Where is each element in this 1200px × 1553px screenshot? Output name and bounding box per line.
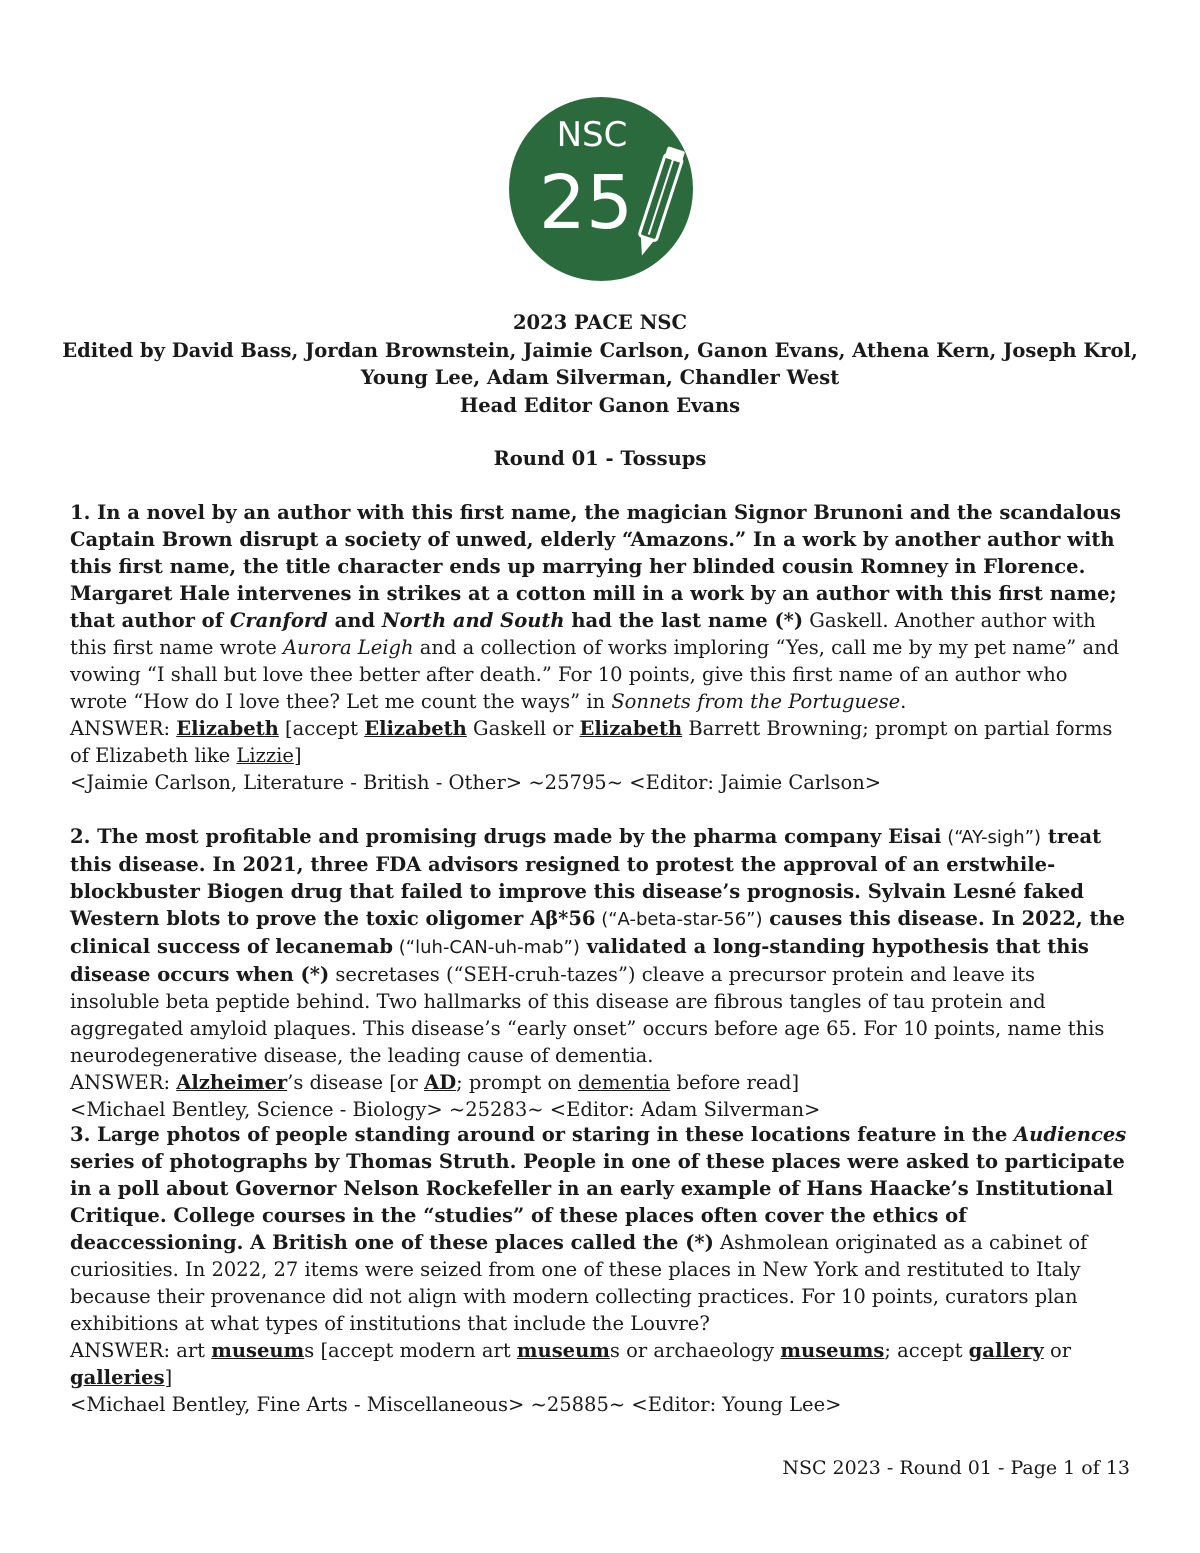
tournament-title: 2023 PACE NSC <box>512 311 688 334</box>
editors-line-1: Edited by David Bass, Jordan Brownstein, Jaimie Carlson, Ganon Evans, Athena Kern, Joseph Krol, <box>62 338 1138 362</box>
tossup-2-answer: ANSWER: Alzheimer’s disease [or AD; prompt on dementia before read] <box>70 1071 800 1094</box>
tossup-2-meta: <Michael Bentley, Science - Biology> ~25283~ <Editor: Adam Silverman> <box>70 1098 821 1121</box>
tossup-2 <box>70 823 1130 1123</box>
head-editor: Head Editor Ganon Evans <box>459 393 741 417</box>
logo-nsc-text: NSC <box>556 115 628 155</box>
document-header <box>60 309 1140 419</box>
round-title: Round 01 - Tossups <box>493 447 707 470</box>
tossup-3-answer: ANSWER: art museums [accept modern art museums or archaeology museums; accept gallery or galleries] <box>70 1339 1072 1389</box>
tossup-1 <box>70 499 1130 796</box>
nsc-25-logo <box>508 96 694 282</box>
tossup-3-text: 3. Large photos of people standing around or staring in these locations feature in the Audiences series of photographs by Thomas Struth. People in one of these places were asked to participate in a poll about Governor Nelson Rockefeller in an early example of Hans Haacke’s Institutional Critique. College courses in the “studies” of these places often cover the ethics of deaccessioning. A British one of these places called the (*) Ashmolean originated as a cabinet of curiosities. In 2022, 27 items were seized from one of these places in New York and restituted to Italy because their provenance did not align with modern collecting practices. For 10 points, curators plan exhibitions at what types of institutions that include the Louvre? <box>70 1123 1127 1335</box>
editors-line-2: Young Lee, Adam Silverman, Chandler West <box>360 366 840 389</box>
tossup-3-meta: <Michael Bentley, Fine Arts - Miscellaneous> ~25885~ <Editor: Young Lee> <box>70 1393 842 1416</box>
logo-number-text: 25 <box>538 160 634 246</box>
tossup-1-meta: <Jaimie Carlson, Literature - British - Other> ~25795~ <Editor: Jaimie Carlson> <box>70 771 882 794</box>
tossup-1-text: 1. In a novel by an author with this first name, the magician Signor Brunoni and the scandalous Captain Brown disrupt a society of unwed, elderly “Amazons.” In a work by another author with this first name, the title character ends up marrying her blinded cousin Romney in Florence. Margaret Hale intervenes in strikes at a cotton mill in a work by an author with this first name; that author of Cranford and North and South had the last name (*) Gaskell. Another author with this first name wrote Aurora Leigh and a collection of works imploring “Yes, call me by my pet name” and vowing “I shall but love thee better after death.” For 10 points, give this first name of an author who wrote “How do I love thee? Let me count the ways” in Sonnets from the Portuguese. <box>70 501 1121 713</box>
tossup-2-text: 2. The most profitable and promising drugs made by the pharma company Eisai (“AY-sigh”) treat this disease. In 2021, three FDA advisors resigned to protest the approval of an erstwhile-blockbuster Biogen drug that failed to improve this disease’s prognosis. Sylvain Lesné faked Western blots to prove the toxic oligomer Aβ*56 (“A-beta-star-56”) causes this disease. In 2022, the clinical success of lecanemab (“luh-CAN-uh-mab”) validated a long-standing hypothesis that this disease occurs when (*) secretases (“SEH-cruh-tazes”) cleave a precursor protein and leave its insoluble beta peptide behind. Two hallmarks of this disease are fibrous tangles of tau protein and aggregated amyloid plaques. This disease’s “early onset” occurs before age 65. For 10 points, name this neurodegenerative disease, the leading cause of dementia. <box>70 825 1126 1067</box>
tossup-1-answer: ANSWER: Elizabeth [accept Elizabeth Gaskell or Elizabeth Barrett Browning; prompt on partial forms of Elizabeth like Lizzie] <box>70 717 1113 767</box>
page-footer: NSC 2023 - Round 01 - Page 1 of 13 <box>782 1457 1130 1479</box>
tossup-3 <box>70 1121 1130 1418</box>
